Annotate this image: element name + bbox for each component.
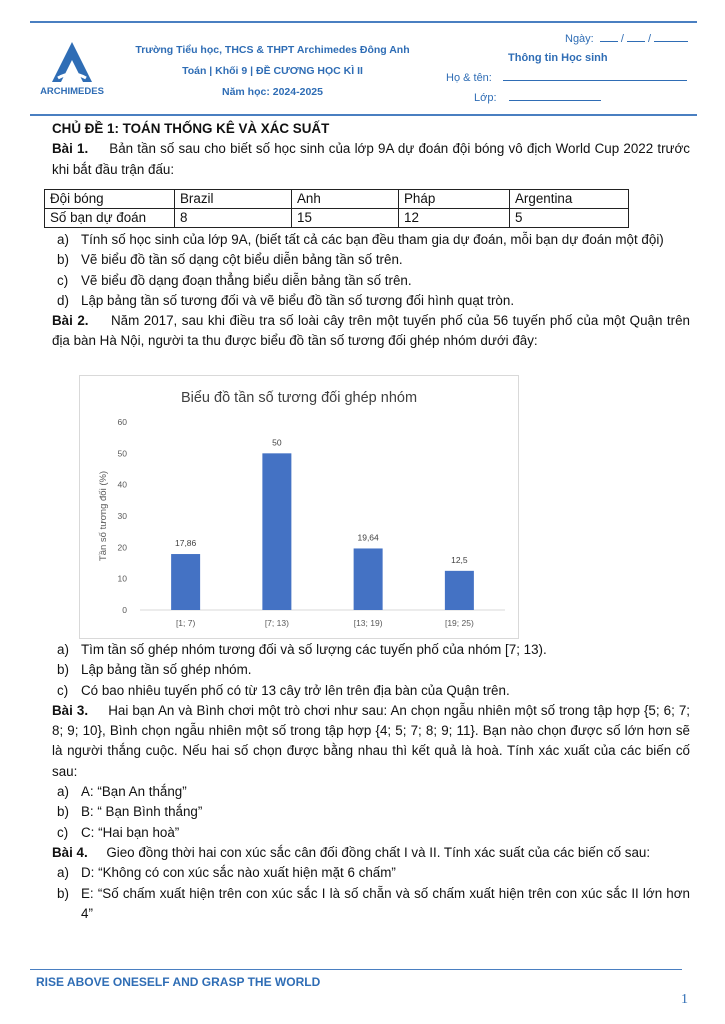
item-label: b) — [57, 252, 69, 268]
item-label: c) — [57, 682, 69, 698]
name-label: Họ & tên: — [446, 72, 492, 84]
item-label: b) — [57, 662, 69, 678]
list-item — [52, 291, 690, 311]
bai4-label: Bài 4. — [52, 844, 88, 860]
bar-data-label: 19,64 — [357, 532, 379, 543]
table-cell: Đội bóng — [45, 190, 175, 209]
bai2-bai4-section — [52, 640, 690, 924]
frequency-table — [44, 189, 629, 228]
table-cell: 8 — [175, 209, 292, 228]
list-item — [52, 782, 690, 802]
item-label: b) — [57, 804, 69, 820]
table-cell: 12 — [399, 209, 510, 228]
table-cell: Số bạn dự đoán — [45, 209, 175, 228]
y-tick-label: 20 — [117, 542, 127, 553]
bai2-intro — [52, 311, 690, 352]
item-label: a) — [57, 232, 69, 247]
item-text: B: “ Bạn Bình thắng” — [81, 804, 203, 820]
item-label: a) — [57, 642, 69, 657]
list-item — [52, 884, 690, 925]
chart-title: Biểu đồ tần số tương đối ghép nhóm — [180, 390, 418, 406]
list-item — [52, 250, 690, 270]
class-field[interactable] — [509, 91, 601, 101]
bai1-label: Bài 1. — [52, 141, 89, 157]
y-tick-label: 50 — [117, 448, 127, 459]
item-label: c) — [57, 272, 69, 288]
table-cell: 5 — [510, 209, 629, 228]
school-name: Trường Tiểu học, THCS & THPT Archimedes Đông Anh — [135, 44, 410, 56]
list-item — [52, 271, 690, 291]
item-text: Tính số học sinh của lớp 9A, (biết tất cả các bạn đều tham gia dự đoán, mỗi bạn dự đoán một đội) — [81, 232, 664, 247]
list-item — [52, 660, 690, 680]
bai3-label: Bài 3. — [52, 702, 89, 718]
item-label: c) — [57, 824, 69, 840]
chart-bar — [262, 453, 291, 610]
item-text: Có bao nhiêu tuyến phố có từ 13 cây trở lên trên địa bàn của Quận trên. — [81, 682, 510, 698]
bar-data-label: 50 — [272, 437, 282, 448]
bai2-text: Năm 2017, sau khi điều tra số loài cây trên một tuyến phố của 56 tuyến phố của một Quận trên địa bàn Hà Nội, người ta thu được biểu đồ tần số tương đối ghép nhóm dưới đây: — [52, 313, 690, 349]
y-tick-label: 10 — [117, 573, 127, 584]
x-tick-label: [13; 19) — [353, 618, 383, 628]
item-text: Vẽ biểu đồ dạng đoạn thẳng biểu diễn bảng tần số trên. — [81, 272, 412, 288]
x-tick-label: [19; 25) — [444, 618, 474, 628]
item-label: b) — [57, 885, 69, 901]
bai1-intro — [52, 139, 690, 180]
item-label: a) — [57, 784, 69, 800]
archimedes-logo — [30, 40, 115, 98]
table-row — [45, 190, 629, 209]
date-day-field[interactable] — [600, 32, 618, 42]
subject-line: Toán | Khối 9 | ĐỀ CƯƠNG HỌC KÌ II — [182, 65, 363, 77]
school-info — [120, 40, 425, 103]
date-row: Ngày: / / — [565, 32, 688, 45]
list-item — [52, 863, 690, 883]
y-tick-label: 40 — [117, 479, 127, 490]
item-text: D: “Không có con xúc sắc nào xuất hiện mặt 6 chấm” — [81, 865, 396, 881]
page-number: 1 — [681, 992, 688, 1007]
item-text: Lập bảng tần số tương đối và vẽ biểu đồ tần số tương đối hình quạt tròn. — [81, 292, 515, 308]
table-row — [45, 209, 629, 228]
y-tick-label: 60 — [117, 417, 127, 427]
bai3-intro — [52, 701, 690, 782]
archimedes-logo-icon — [30, 40, 115, 98]
x-tick-label: [7; 13) — [264, 618, 289, 628]
header-bottom-rule — [30, 114, 697, 116]
date-label: Ngày: — [565, 33, 594, 45]
table-cell: Anh — [292, 190, 399, 209]
class-label: Lớp: — [474, 92, 497, 104]
table-cell: Argentina — [510, 190, 629, 209]
class-row — [474, 91, 601, 104]
bai1-text: Bản tần số sau cho biết số học sinh của lớp 9A dự đoán đội bóng vô địch World Cup 2022 trước khi bắt đầu trận đấu: — [52, 141, 690, 177]
table-cell: Pháp — [399, 190, 510, 209]
y-tick-label: 30 — [117, 511, 127, 521]
chart-bar — [354, 548, 383, 610]
bai4-text: Gieo đồng thời hai con xúc sắc cân đối đồng chất I và II. Tính xác suất của các biến cố sau: — [106, 844, 651, 860]
student-info-title: Thông tin Học sinh — [508, 52, 608, 64]
item-text: E: “Số chấm xuất hiện trên con xúc sắc I là số chẵn và số chấm xuất hiện trên con xúc sắc II lớn hơn 4” — [81, 885, 690, 921]
list-item — [52, 802, 690, 822]
bar-data-label: 17,86 — [174, 538, 197, 549]
name-field[interactable] — [503, 71, 687, 81]
list-item — [52, 640, 690, 660]
chart-bar — [445, 571, 474, 610]
chart-svg — [80, 376, 518, 638]
table-cell: Brazil — [175, 190, 292, 209]
bai4-intro — [52, 843, 690, 863]
date-month-field[interactable] — [627, 32, 645, 42]
item-text: Vẽ biểu đồ tần số dạng cột biểu diễn bảng tần số trên. — [81, 252, 403, 268]
x-tick-label: [1; 7) — [175, 618, 196, 628]
item-text: Tìm tần số ghép nhóm tương đối và số lượng các tuyến phố của nhóm [7; 13). — [81, 642, 547, 657]
header-top-rule — [30, 21, 697, 23]
item-text: A: “Bạn An thắng” — [81, 784, 187, 800]
list-item — [52, 230, 690, 250]
list-item — [52, 681, 690, 701]
footer-rule — [30, 969, 682, 970]
topic-title: CHỦ ĐỀ 1: TOÁN THỐNG KÊ VÀ XÁC SUẤT — [52, 121, 330, 136]
bai3-text: Hai bạn An và Bình chơi một trò chơi như sau: An chọn ngẫu nhiên một số trong tập hợp {5; 6; 7; 8; 9; 10}, Bình chọn ngẫu nhiên một số trong tập hợp {4; 5; 7; 8; 9; 11}. Bạn nào chọn được số lớn hơn sẽ là người thắng cuộc. Nếu hai số chọn được bằng nhau thì kết quả là hoà. Tính xác xuất của các biến cố sau: — [52, 702, 690, 779]
list-item — [52, 823, 690, 843]
table-cell: 15 — [292, 209, 399, 228]
bar-data-label: 12,5 — [451, 554, 468, 565]
bai2-label: Bài 2. — [52, 313, 89, 329]
bai1-questions — [52, 230, 690, 352]
relative-frequency-chart — [79, 375, 519, 639]
name-row — [446, 71, 687, 84]
y-tick-label: 0 — [122, 605, 127, 615]
bai1-section — [52, 119, 690, 180]
item-label: a) — [57, 865, 69, 881]
item-label: d) — [57, 292, 69, 308]
chart-bar — [171, 554, 200, 610]
item-text: C: “Hai bạn hoà” — [81, 824, 180, 840]
school-year: Năm học: 2024-2025 — [222, 86, 323, 98]
y-axis-label: Tần số tương đối (%) — [98, 470, 109, 562]
footer-slogan: RISE ABOVE ONESELF AND GRASP THE WORLD — [36, 975, 321, 989]
logo-text: ARCHIMEDES — [40, 86, 104, 97]
date-year-field[interactable] — [654, 32, 688, 42]
item-text: Lập bảng tần số ghép nhóm. — [81, 662, 252, 678]
